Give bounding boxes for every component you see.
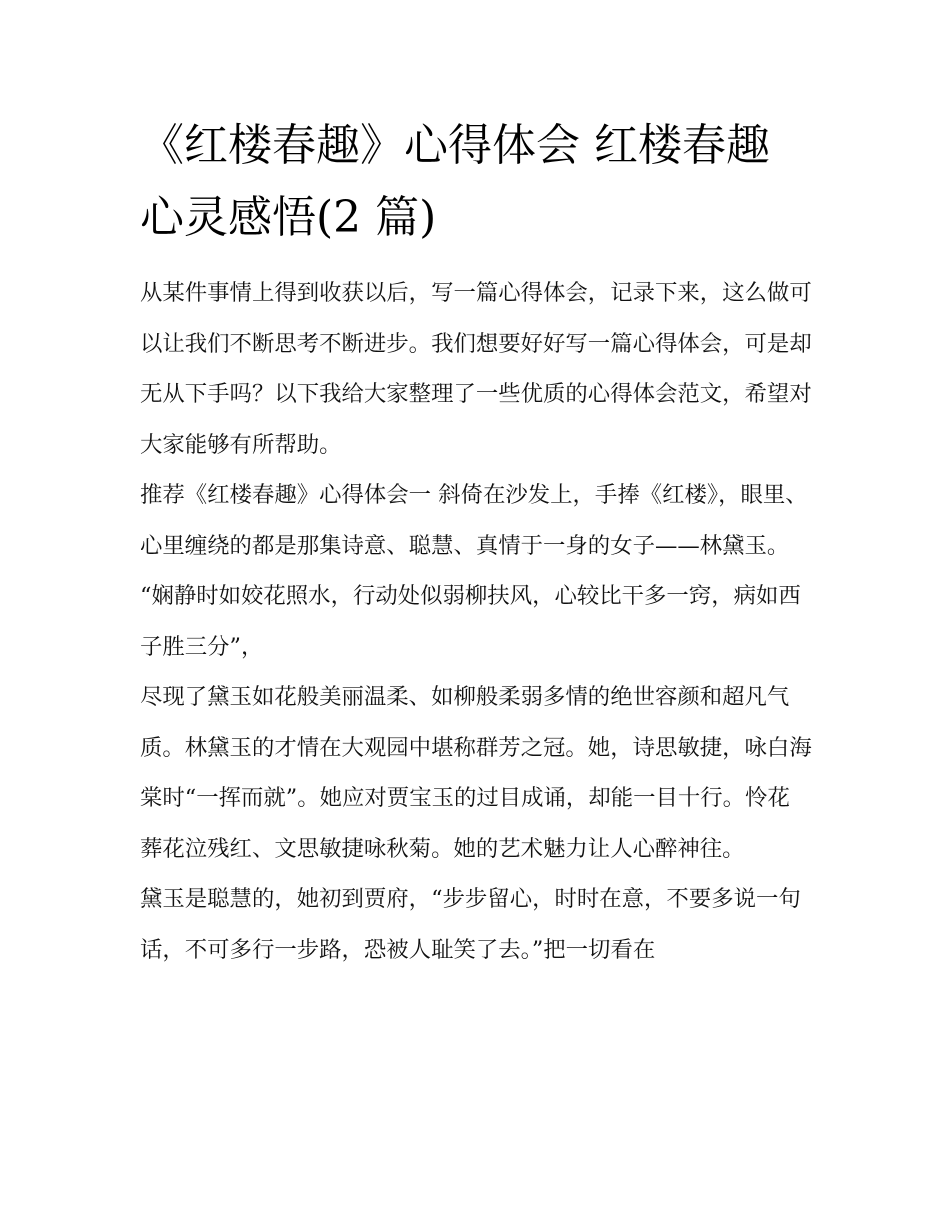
paragraph-quote: “娴静时如姣花照水，行动处似弱柳扶风，心较比干多一窍，病如西子胜三分”，	[140, 583, 801, 660]
paragraph-intro: 从某件事情上得到收获以后，写一篇心得体会，记录下来，这么做可以让我们不断思考不断进步。我们想要好好写一篇心得体会，可是却无从下手吗？以下我给大家整理了一些优质的心得体会范文，希望对大家能够有所帮助。	[140, 280, 812, 458]
paragraph-wisdom: 黛玉是聪慧的，她初到贾府，“步步留心，时时在意，不要多说一句话，不可多行一步路，恐被人耻笑了去。”把一切看在	[140, 886, 801, 963]
paragraph-recommend: 推荐《红楼春趣》心得体会一 斜倚在沙发上，手捧《红楼》，眼里、心里缠绕的都是那集诗意、聪慧、真情于一身的女子——林黛玉。	[140, 482, 808, 559]
document-title: 《红楼春趣》心得体会 红楼春趣心灵感悟(2 篇)	[140, 120, 770, 243]
document-page	[140, 110, 812, 975]
paragraph-description: 尽现了黛玉如花般美丽温柔、如柳般柔弱多情的绝世容颜和超凡气质。林黛玉的才情在大观园中堪称群芳之冠。她，诗思敏捷，咏白海棠时“一挥而就”。她应对贾宝玉的过目成诵，却能一目十行。怜花葬花泣残红、文思敏捷咏秋菊。她的艺术魅力让人心醉神往。	[140, 684, 812, 862]
